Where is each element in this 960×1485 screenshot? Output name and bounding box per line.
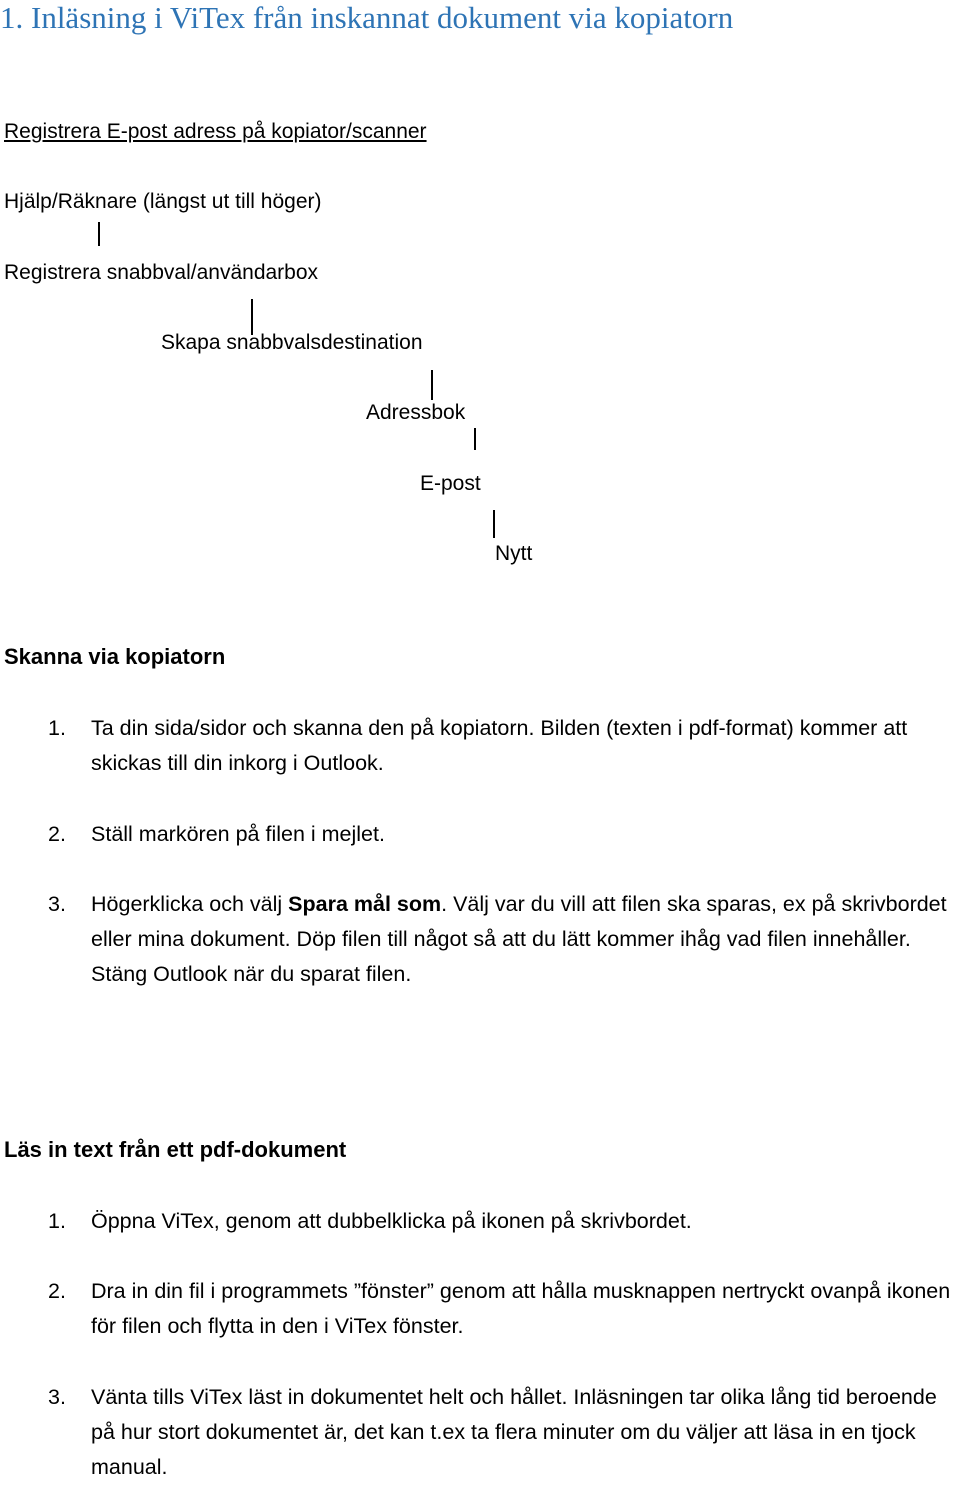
page-title: 1. Inläsning i ViTex från inskannat dokument via kopiatorn	[0, 0, 734, 35]
step-number: 2.	[48, 822, 66, 846]
connector-line	[98, 222, 100, 246]
path-step-help: Hjälp/Räknare (längst ut till höger)	[4, 190, 322, 213]
path-step-create: Skapa snabbvalsdestination	[161, 331, 423, 354]
path-step-addressbook: Adressbok	[366, 401, 466, 424]
connector-line	[474, 428, 476, 450]
step-text: Ta din sida/sidor och skanna den på kopiatorn. Bilden (texten i pdf-format) kommer att skickas till din inkorg i Outlook.	[91, 716, 908, 775]
step-number: 3.	[48, 1385, 66, 1409]
step-text-bold: Spara mål som	[288, 892, 442, 916]
register-heading: Registrera E-post adress på kopiator/scanner	[4, 120, 427, 143]
step-number: 1.	[48, 1209, 66, 1233]
connector-line	[493, 510, 495, 538]
step-text: Öppna ViTex, genom att dubbelklicka på ikonen på skrivbordet.	[91, 1209, 692, 1233]
step-text: Dra in din fil i programmets ”fönster” genom att hålla musknappen nertryckt ovanpå ikonen för filen och flytta in den i ViTex fönster.	[91, 1279, 951, 1338]
scan-heading: Skanna via kopiatorn	[4, 644, 226, 669]
step-text-after: . Välj var du vill att filen ska sparas, ex på skrivbordet eller mina dokument. Döp filen till något så att du lätt kommer ihåg vad filen innehåller. Stäng Outlook när du sparat filen.	[91, 892, 947, 986]
step-text: Ställ markören på filen i mejlet.	[91, 822, 385, 846]
pdf-heading: Läs in text från ett pdf-dokument	[4, 1137, 347, 1162]
step-text	[91, 887, 957, 992]
path-step-email: E-post	[420, 472, 481, 495]
step-number: 1.	[48, 716, 66, 740]
connector-line	[431, 370, 433, 400]
step-text: Vänta tills ViTex läst in dokumentet helt och hållet. Inläsningen tar olika lång tid beroende på hur stort dokumentet är, det kan t.ex ta flera minuter om du väljer att läsa in en tjock manual.	[91, 1385, 937, 1479]
step-text-before: Högerklicka och välj	[91, 892, 289, 916]
step-number: 2.	[48, 1279, 66, 1303]
step-number: 3.	[48, 892, 66, 916]
path-step-new: Nytt	[495, 542, 533, 565]
path-step-register: Registrera snabbval/användarbox	[4, 261, 319, 284]
